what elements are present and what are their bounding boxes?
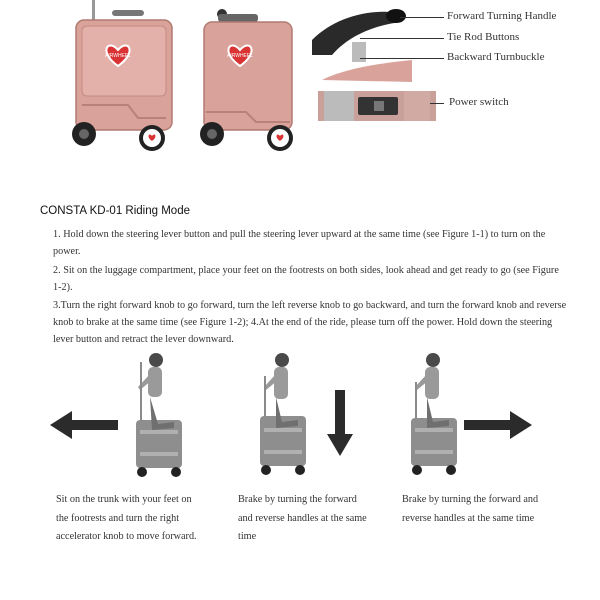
- callout-power-switch: Power switch: [449, 96, 509, 108]
- callout-backward-turnbuckle: Backward Turnbuckle: [447, 51, 545, 63]
- callout-forward-turning-handle: Forward Turning Handle: [447, 10, 557, 22]
- handle-closeup-image: [312, 0, 442, 82]
- section-title: CONSTA KD-01 Riding Mode: [40, 205, 190, 217]
- instruction-step-1: 1. Hold down the steering lever button and pull the steering lever upward at the same time (see Figure 1-1) to turn on the power.: [53, 229, 546, 258]
- rider-figure-forward: [128, 352, 188, 480]
- rider-figure-reverse: [405, 352, 465, 480]
- arrow-left-icon: [50, 409, 120, 441]
- arrow-right-icon: [462, 409, 532, 441]
- heart-logo-text: AIRWHEEL: [226, 53, 254, 59]
- arrow-down-icon: [326, 390, 354, 458]
- heart-logo-text: AIRWHEEL: [104, 53, 132, 59]
- rider-figure-brake: [252, 352, 312, 480]
- caption-brake-1: Brake by turning the forward and reverse handles at the same time: [238, 494, 367, 542]
- instruction-step-3: 3.Turn the right forward knob to go forward, turn the left reverse knob to go backward, and turn the forward knob and reverse knob to brake at the same time (see Figure 1-2); 4.At the end of the ride, please turn off the power. Hold down the steering lever button and retract the lever downward.: [53, 300, 567, 346]
- instruction-step-2: 2. Sit on the luggage compartment, place your feet on the footrests on both sides, look ahead and get ready to go (see Figure 1-2).: [53, 265, 559, 294]
- caption-forward: Sit on the trunk with your feet on the footrests and turn the right accelerator knob to move forward.: [56, 494, 197, 542]
- product-image-front: [68, 0, 178, 160]
- caption-brake-2: Brake by turning the forward and reverse handles at the same time: [402, 494, 539, 524]
- product-image-side: [196, 0, 306, 160]
- power-switch-image: [318, 91, 436, 121]
- callout-tie-rod-buttons: Tie Rod Buttons: [447, 31, 520, 43]
